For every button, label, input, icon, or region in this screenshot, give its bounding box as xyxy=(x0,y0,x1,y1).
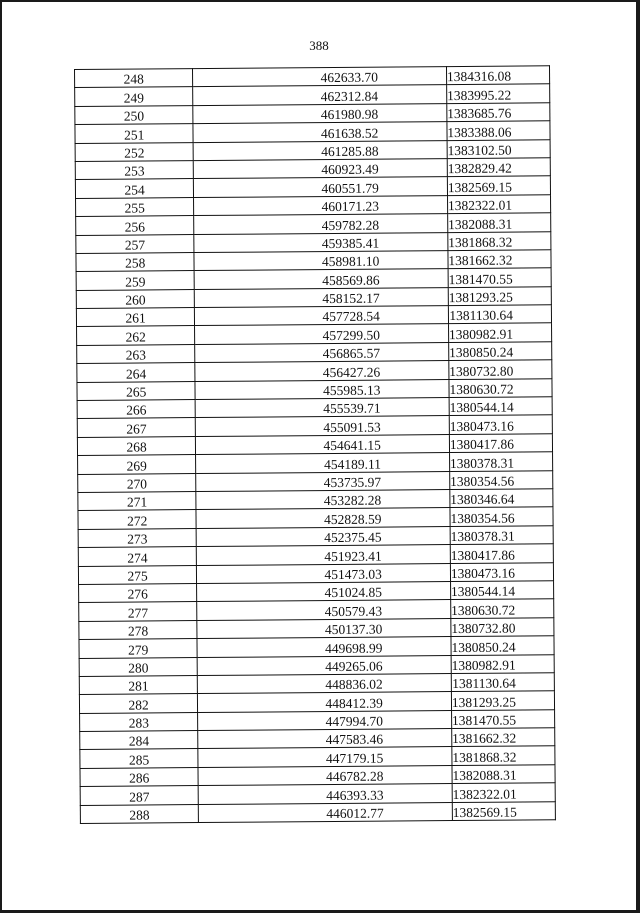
x-coordinate-cell: 451473.03 xyxy=(197,563,451,583)
x-coordinate-cell: 448412.39 xyxy=(198,692,452,712)
point-id-cell: 263 xyxy=(77,344,195,363)
y-coordinate-cell: 1380982.91 xyxy=(451,654,554,673)
x-coordinate-cell: 460923.49 xyxy=(194,159,448,179)
point-id-cell: 262 xyxy=(77,326,195,345)
point-id-cell: 275 xyxy=(78,565,196,584)
x-coordinate-cell: 451024.85 xyxy=(197,581,451,601)
y-coordinate-cell: 1383388.06 xyxy=(447,121,550,140)
point-id-cell: 264 xyxy=(77,363,195,382)
point-id-cell: 284 xyxy=(80,731,198,750)
y-coordinate-cell: 1383995.22 xyxy=(447,84,550,103)
x-coordinate-cell: 449698.99 xyxy=(197,637,451,657)
y-coordinate-cell: 1382569.15 xyxy=(447,176,550,195)
x-coordinate-cell: 455985.13 xyxy=(195,379,449,399)
y-coordinate-cell: 1380378.31 xyxy=(449,452,552,471)
y-coordinate-cell: 1381868.32 xyxy=(452,746,555,765)
point-id-cell: 260 xyxy=(76,289,194,308)
y-coordinate-cell: 1383102.50 xyxy=(447,139,550,158)
x-coordinate-cell: 453282.28 xyxy=(196,490,450,510)
point-id-cell: 248 xyxy=(75,69,193,88)
point-id-cell: 278 xyxy=(79,620,197,639)
point-id-cell: 269 xyxy=(78,455,196,474)
y-coordinate-cell: 1380850.24 xyxy=(449,342,552,361)
y-coordinate-cell: 1382088.31 xyxy=(452,765,555,784)
x-coordinate-cell: 447994.70 xyxy=(198,710,452,730)
table-row xyxy=(80,801,555,823)
point-id-cell: 259 xyxy=(76,271,194,290)
point-id-cell: 286 xyxy=(80,767,198,786)
x-coordinate-cell: 446393.33 xyxy=(198,784,452,804)
y-coordinate-cell: 1381130.64 xyxy=(448,305,551,324)
x-coordinate-cell: 461980.98 xyxy=(193,103,447,123)
x-coordinate-cell: 461638.52 xyxy=(193,122,447,142)
x-coordinate-cell: 448836.02 xyxy=(198,673,452,693)
y-coordinate-cell: 1380732.80 xyxy=(451,617,554,636)
x-coordinate-cell: 458152.17 xyxy=(195,287,449,307)
x-coordinate-cell: 452375.45 xyxy=(196,526,450,546)
x-coordinate-cell: 447583.46 xyxy=(198,729,452,749)
y-coordinate-cell: 1380378.31 xyxy=(450,526,553,545)
y-coordinate-cell: 1382829.42 xyxy=(447,158,550,177)
y-coordinate-cell: 1380732.80 xyxy=(449,360,552,379)
point-id-cell: 252 xyxy=(75,142,193,161)
x-coordinate-cell: 453735.97 xyxy=(196,471,450,491)
point-id-cell: 254 xyxy=(75,179,193,198)
point-id-cell: 279 xyxy=(79,639,197,658)
x-coordinate-cell: 455539.71 xyxy=(195,398,449,418)
point-id-cell: 273 xyxy=(78,528,196,547)
point-id-cell: 287 xyxy=(80,786,198,805)
point-id-cell: 251 xyxy=(75,124,193,143)
y-coordinate-cell: 1381470.55 xyxy=(451,709,554,728)
x-coordinate-cell: 455091.53 xyxy=(196,416,450,436)
y-coordinate-cell: 1380473.16 xyxy=(449,415,552,434)
y-coordinate-cell: 1383685.76 xyxy=(447,103,550,122)
point-id-cell: 268 xyxy=(77,436,195,455)
x-coordinate-cell: 459782.28 xyxy=(194,214,448,234)
x-coordinate-cell: 460171.23 xyxy=(194,195,448,215)
y-coordinate-cell: 1381470.55 xyxy=(448,268,551,287)
point-id-cell: 277 xyxy=(79,602,197,621)
document-page xyxy=(2,2,636,910)
y-coordinate-cell: 1382322.01 xyxy=(447,194,550,213)
point-id-cell: 271 xyxy=(78,492,196,511)
point-id-cell: 270 xyxy=(78,473,196,492)
point-id-cell: 283 xyxy=(80,712,198,731)
point-id-cell: 282 xyxy=(79,694,197,713)
x-coordinate-cell: 454189.11 xyxy=(196,453,450,473)
y-coordinate-cell: 1381662.32 xyxy=(448,250,551,269)
coordinate-table-body xyxy=(75,66,556,824)
point-id-cell: 276 xyxy=(79,583,197,602)
y-coordinate-cell: 1380630.72 xyxy=(451,599,554,618)
y-coordinate-cell: 1381868.32 xyxy=(448,231,551,250)
point-id-cell: 281 xyxy=(79,675,197,694)
x-coordinate-cell: 450137.30 xyxy=(197,618,451,638)
x-coordinate-cell: 457299.50 xyxy=(195,324,449,344)
y-coordinate-cell: 1382569.15 xyxy=(452,801,555,820)
point-id-cell: 255 xyxy=(76,197,194,216)
y-coordinate-cell: 1384316.08 xyxy=(446,66,549,85)
coordinate-table xyxy=(74,65,556,824)
y-coordinate-cell: 1380473.16 xyxy=(450,562,553,581)
point-id-cell: 266 xyxy=(77,400,195,419)
point-id-cell: 257 xyxy=(76,234,194,253)
y-coordinate-cell: 1380850.24 xyxy=(451,636,554,655)
y-coordinate-cell: 1380354.56 xyxy=(450,507,553,526)
y-coordinate-cell: 1381130.64 xyxy=(451,673,554,692)
x-coordinate-cell: 457728.54 xyxy=(195,306,449,326)
y-coordinate-cell: 1381662.32 xyxy=(452,728,555,747)
point-id-cell: 253 xyxy=(75,161,193,180)
x-coordinate-cell: 462312.84 xyxy=(193,85,447,105)
point-id-cell: 280 xyxy=(79,657,197,676)
x-coordinate-cell: 461285.88 xyxy=(193,140,447,160)
point-id-cell: 261 xyxy=(76,308,194,327)
point-id-cell: 250 xyxy=(75,105,193,124)
y-coordinate-cell: 1380354.56 xyxy=(450,470,553,489)
x-coordinate-cell: 458569.86 xyxy=(194,269,448,289)
point-id-cell: 274 xyxy=(78,547,196,566)
x-coordinate-cell: 462633.70 xyxy=(193,67,447,87)
point-id-cell: 267 xyxy=(77,418,195,437)
x-coordinate-cell: 458981.10 xyxy=(194,250,448,270)
y-coordinate-cell: 1380346.64 xyxy=(450,489,553,508)
y-coordinate-cell: 1380417.86 xyxy=(449,434,552,453)
y-coordinate-cell: 1381293.25 xyxy=(448,286,551,305)
point-id-cell: 288 xyxy=(80,804,198,823)
x-coordinate-cell: 456427.26 xyxy=(195,361,449,381)
x-coordinate-cell: 452828.59 xyxy=(196,508,450,528)
point-id-cell: 249 xyxy=(75,87,193,106)
x-coordinate-cell: 454641.15 xyxy=(196,434,450,454)
x-coordinate-cell: 447179.15 xyxy=(198,747,452,767)
x-coordinate-cell: 446782.28 xyxy=(198,765,452,785)
y-coordinate-cell: 1382088.31 xyxy=(448,213,551,232)
point-id-cell: 272 xyxy=(78,510,196,529)
point-id-cell: 285 xyxy=(80,749,198,768)
y-coordinate-cell: 1382322.01 xyxy=(452,783,555,802)
y-coordinate-cell: 1380982.91 xyxy=(448,323,551,342)
x-coordinate-cell: 451923.41 xyxy=(197,545,451,565)
y-coordinate-cell: 1381293.25 xyxy=(451,691,554,710)
x-coordinate-cell: 449265.06 xyxy=(197,655,451,675)
page-number: 388 xyxy=(309,38,329,53)
x-coordinate-cell: 446012.77 xyxy=(199,802,453,822)
x-coordinate-cell: 460551.79 xyxy=(194,177,448,197)
x-coordinate-cell: 450579.43 xyxy=(197,600,451,620)
y-coordinate-cell: 1380417.86 xyxy=(450,544,553,563)
point-id-cell: 256 xyxy=(76,216,194,235)
y-coordinate-cell: 1380544.14 xyxy=(450,581,553,600)
point-id-cell: 258 xyxy=(76,252,194,271)
y-coordinate-cell: 1380630.72 xyxy=(449,378,552,397)
point-id-cell: 265 xyxy=(77,381,195,400)
x-coordinate-cell: 459385.41 xyxy=(194,232,448,252)
y-coordinate-cell: 1380544.14 xyxy=(449,397,552,416)
x-coordinate-cell: 456865.57 xyxy=(195,342,449,362)
